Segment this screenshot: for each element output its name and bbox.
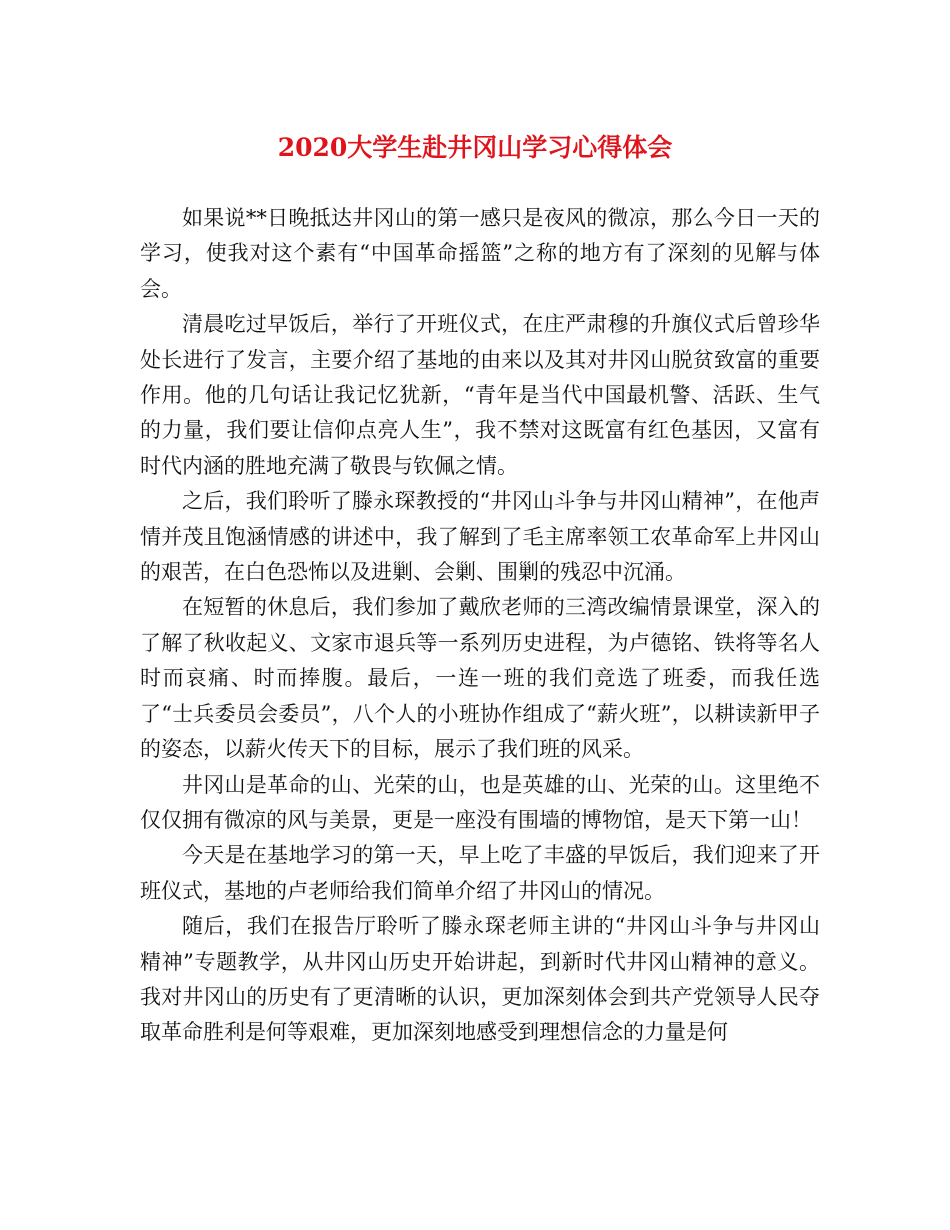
document-body: [140, 201, 820, 1051]
paragraph: 清晨吃过早饭后，举行了开班仪式，在庄严肃穆的升旗仪式后曾珍华处长进行了发言，主要介绍了基地的由来以及其对井冈山脱贫致富的重要作用。他的几句话让我记忆犹新，“青年是当代中国最机警、活跃、生气的力量，我们要让信仰点亮人生”，我不禁对这既富有红色基因，又富有时代内涵的胜地充满了敬畏与钦佩之情。: [140, 312, 820, 478]
paragraph: 在短暂的休息后，我们参加了戴欣老师的三湾改编情景课堂，深入的了解了秋收起义、文家市退兵等一系列历史进程，为卢德铭、铁将等名人时而哀痛、时而捧腹。最后，一连一班的我们竞选了班委，而我任选了“士兵委员会委员”，八个人的小班协作组成了“薪火班”，以耕读新甲子的姿态，以薪火传天下的目标，展示了我们班的风采。: [140, 595, 820, 762]
document-title: 2020大学生赴井冈山学习心得体会: [277, 133, 673, 162]
paragraph: 如果说**日晚抵达井冈山的第一感只是夜风的微凉，那么今日一天的学习，使我对这个素有“中国革命摇篮”之称的地方有了深刻的见解与体会。: [140, 206, 820, 301]
paragraph: 井冈山是革命的山、光荣的山，也是英雄的山、光荣的山。这里绝不仅仅拥有微凉的风与美景，更是一座没有围墙的博物馆，是天下第一山！: [140, 772, 820, 832]
paragraph: 随后，我们在报告厅聆听了滕永琛老师主讲的“井冈山斗争与井冈山精神”专题教学，从井冈山历史开始讲起，到新时代井冈山精神的意义。我对井冈山的历史有了更清晰的认识，更加深刻体会到共产党领导人民夺取革命胜利是何等艰难，更加深刻地感受到理想信念的力量是何: [140, 914, 820, 1045]
paragraph: 之后，我们聆听了滕永琛教授的“井冈山斗争与井冈山精神”，在他声情并茂且饱涵情感的讲述中，我了解到了毛主席率领工农革命军上井冈山的艰苦，在白色恐怖以及进剿、会剿、围剿的残忍中沉涌。: [140, 489, 820, 585]
paragraph: 今天是在基地学习的第一天，早上吃了丰盛的早饭后，我们迎来了开班仪式，基地的卢老师给我们简单介绍了井冈山的情况。: [140, 843, 820, 903]
